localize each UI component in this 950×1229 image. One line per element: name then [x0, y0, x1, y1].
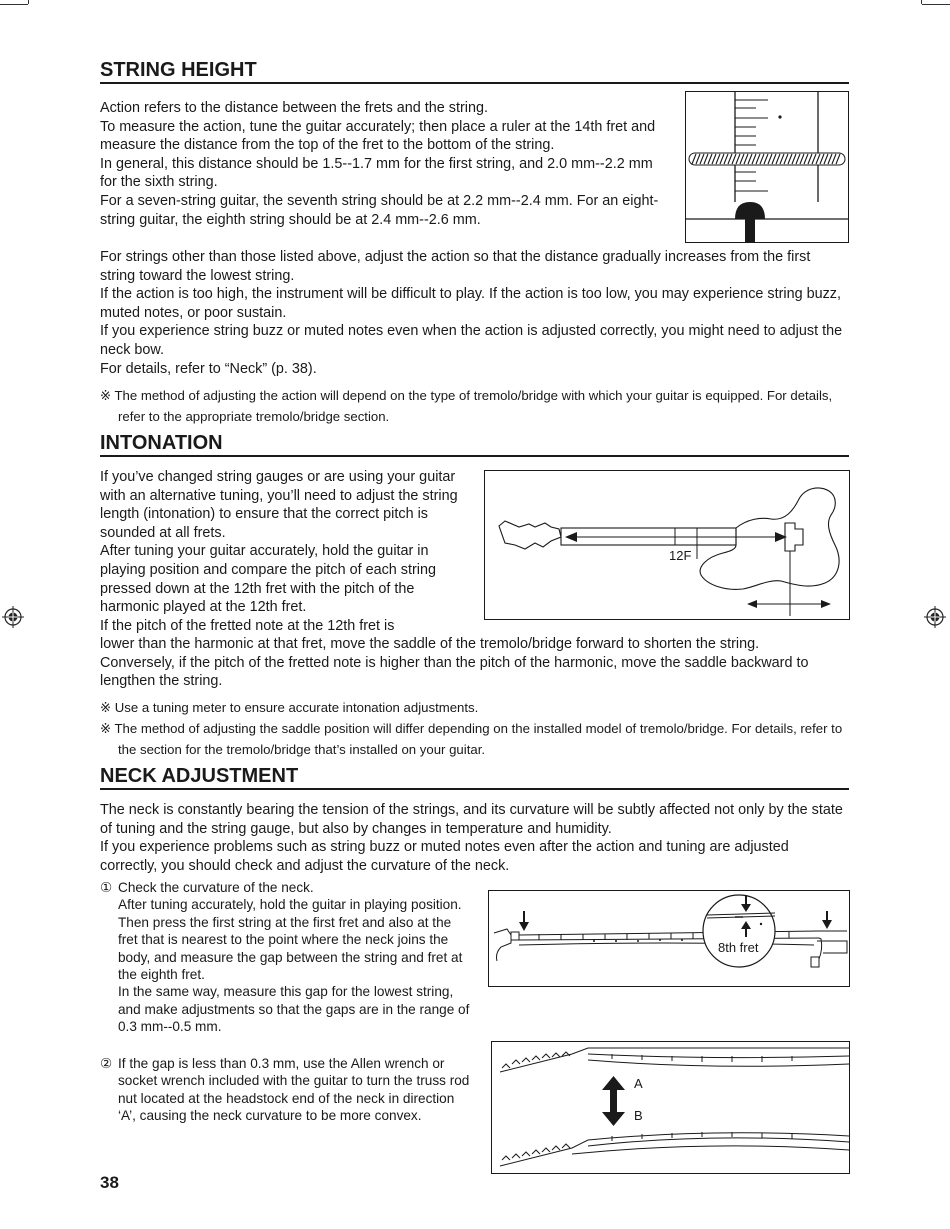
- section-heading-intonation: INTONATION: [100, 432, 849, 457]
- paragraph: For strings other than those listed above, adjust the action so that the distance gradually increases from the first string toward the lowest string.: [100, 249, 811, 284]
- string-height-note: [100, 385, 849, 427]
- twelfth-fret-label: 12F: [669, 548, 692, 563]
- neck-adjustment-intro: [100, 801, 849, 875]
- paragraph: Action refers to the distance between the frets and the string.: [100, 100, 488, 116]
- section-heading-string-height: STRING HEIGHT: [100, 59, 849, 84]
- note-text: ※ The method of adjusting the action will depend on the type of tremolo/bridge with which your guitar is equipped. For details, refer to the appropriate tremolo/bridge section.: [100, 388, 833, 424]
- step-number: ①: [100, 880, 113, 895]
- paragraph: If the action is too high, the instrument will be difficult to play. If the action is too low, you may experience string buzz, muted notes, or poor sustain.: [100, 286, 841, 321]
- step-text: If the gap is less than 0.3 mm, use the Allen wrench or socket wrench included with the guitar to turn the truss rod nut located at the headstock end of the neck in direction ‘A’, causing the neck curvature to be more convex.: [118, 1056, 470, 1124]
- crop-mark-top-left: [0, 4, 28, 5]
- step-1: [100, 879, 472, 1036]
- direction-b-label: B: [634, 1108, 643, 1123]
- step-text: Check the curvature of the neck.: [118, 880, 314, 895]
- paragraph: If you experience string buzz or muted notes even when the action is adjusted correctly, you might need to adjust the neck bow.: [100, 323, 843, 358]
- neck-gap-figure: [488, 890, 850, 987]
- step-text: After tuning accurately, hold the guitar in playing position. Then press the first string at the first fret and also at the fret that is nearest to the point where the neck joins the body, and measure the gap between the string and fret at the eighth fret.: [118, 897, 463, 983]
- paragraph: The neck is constantly bearing the tension of the strings, and its curvature will be subtly affected not only by the state of tuning and the string gauge, but also by changes in temperature and humidity.: [100, 802, 843, 837]
- intonation-intro: [100, 468, 470, 635]
- registration-mark-right-icon: [924, 606, 946, 628]
- crop-mark-top-right: [922, 4, 950, 5]
- crop-mark-top-left-v: [28, 0, 29, 4]
- neck-curvature-figure: [491, 1041, 850, 1174]
- string-height-figure: [685, 91, 849, 243]
- registration-mark-left-icon: [2, 606, 24, 628]
- paragraph: If you experience problems such as string buzz or muted notes even after the action and tuning are adjusted correctly, you should check and adjust the curvature of the neck.: [100, 839, 789, 874]
- section-heading-neck-adjustment: NECK ADJUSTMENT: [100, 765, 849, 790]
- paragraph: For a seven-string guitar, the seventh string should be at 2.2 mm--2.4 mm. For an eight-string guitar, the eighth string should be at 2.4 mm--2.6 mm.: [100, 192, 659, 228]
- intonation-notes: [100, 697, 849, 760]
- string-height-details: [100, 248, 849, 378]
- paragraph: After tuning your guitar accurately, hold the guitar in playing position and compare the pitch of each string pressed down at the 12th fret with the pitch of the harmonic played at the 12th fret.: [100, 543, 436, 616]
- note-text: ※ Use a tuning meter to ensure accurate intonation adjustments.: [100, 700, 479, 715]
- paragraph: If the pitch of the fretted note at the 12th fret is: [100, 617, 395, 634]
- direction-a-label: A: [634, 1076, 643, 1091]
- string-height-intro: [100, 99, 665, 229]
- paragraph: lower than the harmonic at that fret, move the saddle of the tremolo/bridge forward to shorten the string.: [100, 636, 760, 652]
- eighth-fret-label: 8th fret: [718, 940, 759, 955]
- step-2: [100, 1055, 472, 1125]
- paragraph: For details, refer to “Neck” (p. 38).: [100, 360, 317, 377]
- paragraph: If you’ve changed string gauges or are using your guitar with an alternative tuning, you’ll need to adjust the string length (intonation) to ensure that the correct pitch is sounded at all frets.: [100, 469, 458, 541]
- paragraph: Conversely, if the pitch of the fretted note is higher than the pitch of the harmonic, move the saddle backward to lengthen the string.: [100, 654, 809, 690]
- note-text: ※ The method of adjusting the saddle position will differ depending on the installed model of tremolo/bridge. For details, refer to the section for the tremolo/bridge that’s installed on your guitar.: [100, 721, 843, 757]
- page-number: 38: [100, 1173, 119, 1192]
- crop-mark-top-right-v: [921, 0, 922, 4]
- paragraph: To measure the action, tune the guitar accurately; then place a ruler at the 14th fret and measure the distance from the top of the fret to the bottom of the string.: [100, 118, 656, 154]
- intonation-figure: [484, 470, 850, 620]
- step-text: In the same way, measure this gap for the lowest string, and make adjustments so that the gaps are in the range of 0.3 mm--0.5 mm.: [118, 984, 470, 1035]
- step-number: ②: [100, 1056, 113, 1071]
- paragraph: In general, this distance should be 1.5--1.7 mm for the first string, and 2.0 mm--2.2 mm for the sixth string.: [100, 155, 653, 191]
- intonation-details: [100, 635, 849, 691]
